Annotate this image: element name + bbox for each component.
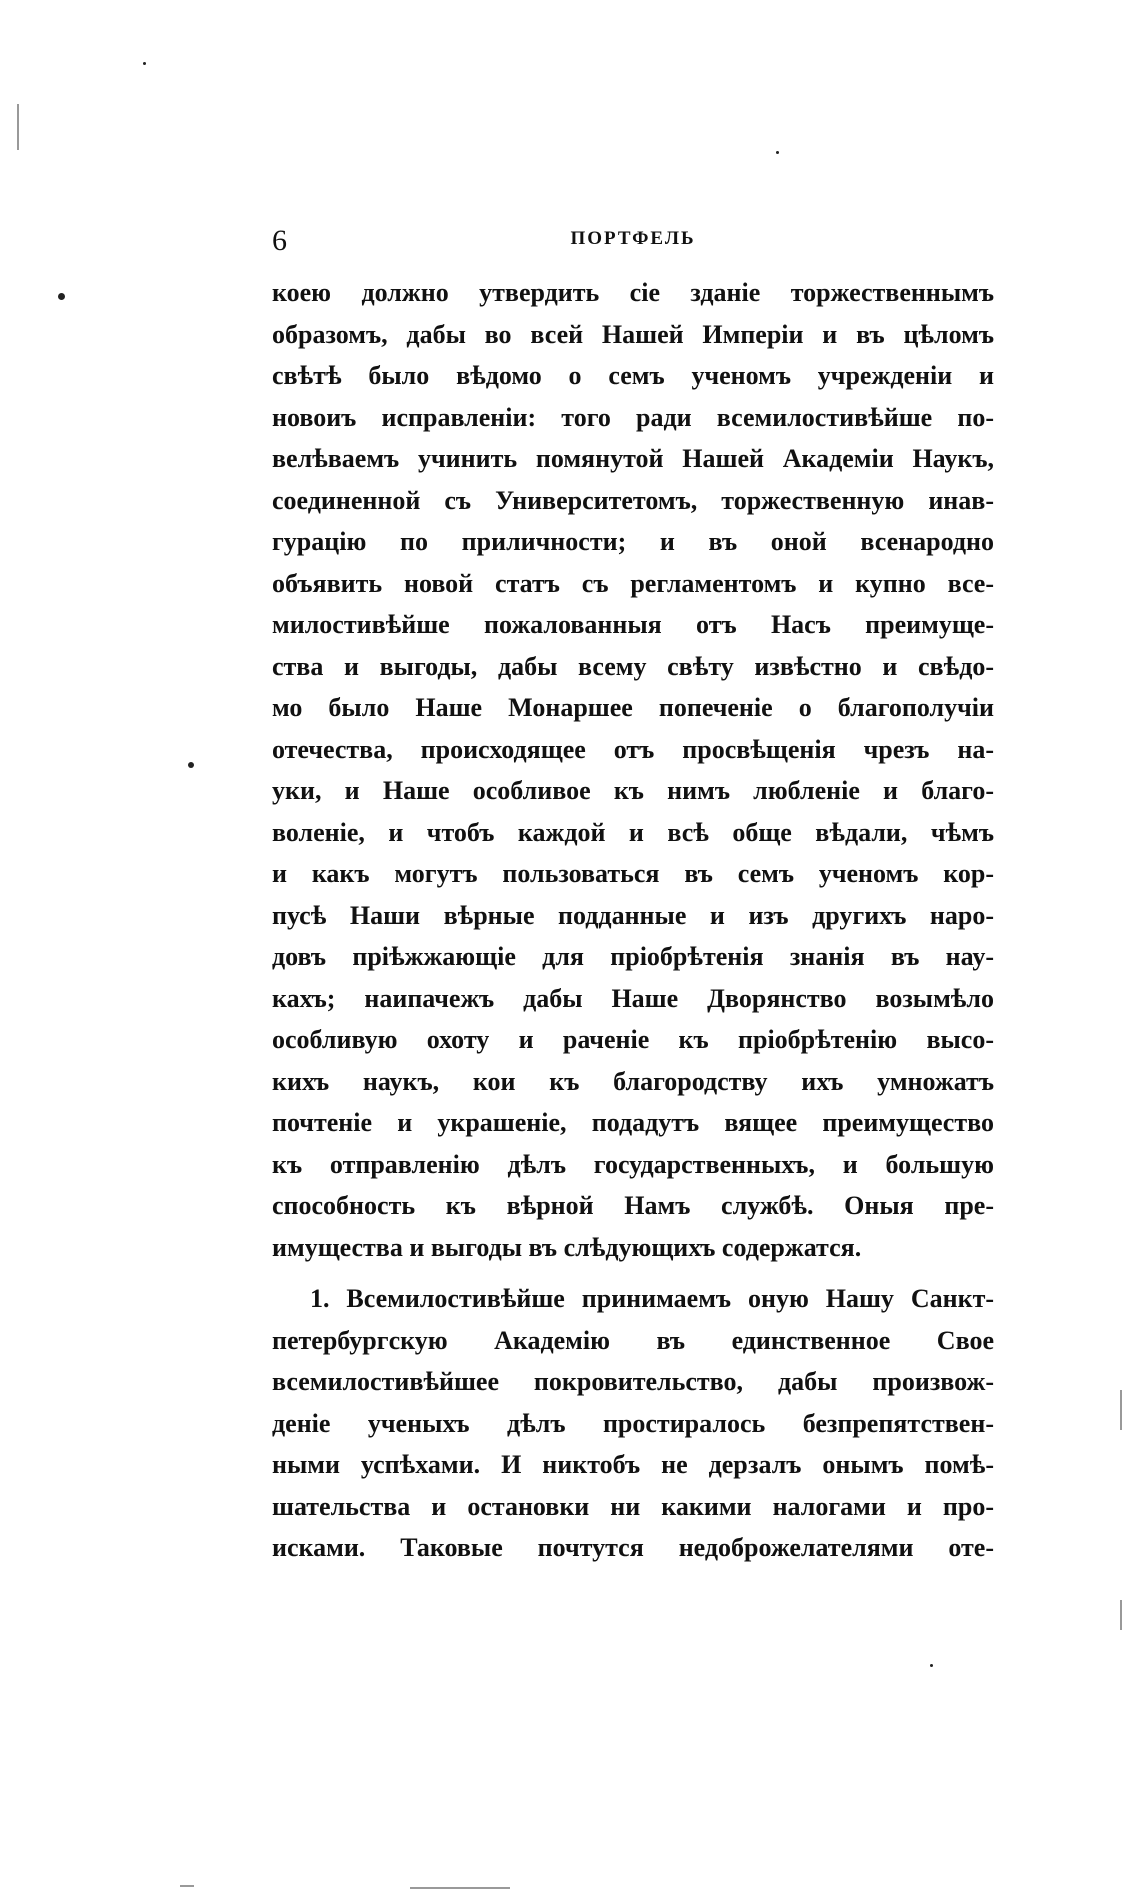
scan-speck bbox=[58, 293, 65, 300]
body-text bbox=[272, 272, 994, 1569]
scan-speck bbox=[930, 1664, 933, 1667]
text-line: особливую охоту и раченіе къ пріобрѣтенію высо- bbox=[272, 1025, 994, 1054]
paragraph-2 bbox=[272, 1278, 994, 1569]
page-number: 6 bbox=[272, 224, 287, 257]
text-line: почтеніе и украшеніе, подадутъ вящее преимущество bbox=[272, 1108, 994, 1137]
text-line: мо было Наше Монаршее попеченіе о благополучіи bbox=[272, 693, 994, 722]
text-line: шательства и остановки ни какими налогами и про- bbox=[272, 1491, 994, 1521]
text-line: исками. Таковые почтутся недоброжелателями оте- bbox=[272, 1533, 994, 1562]
text-line: отечества, происходящее отъ просвѣщенія чрезъ на- bbox=[272, 734, 994, 764]
text-line: свѣтѣ было вѣдомо о семъ ученомъ учрежденіи и bbox=[272, 361, 994, 390]
text-line: имущества и выгоды въ слѣдующихъ содержатся. bbox=[272, 1232, 862, 1262]
text-line: велѣваемъ учинить помянутой Нашей Академіи Наукъ, bbox=[272, 444, 994, 473]
text-line: и какъ могутъ пользоваться въ семъ ученомъ кор- bbox=[272, 859, 994, 888]
text-line: ными успѣхами. И никтобъ не дерзалъ онымъ помѣ- bbox=[272, 1450, 994, 1479]
scan-edge-mark bbox=[180, 1885, 194, 1887]
scan-speck bbox=[188, 762, 194, 768]
text-line: къ отправленію дѣлъ государственныхъ, и большую bbox=[272, 1149, 994, 1179]
text-line: объявить новой статъ съ регламентомъ и купно все- bbox=[272, 568, 994, 598]
text-line: всемилостивѣйшее покровительство, дабы произвож- bbox=[272, 1367, 994, 1396]
scan-edge-mark bbox=[17, 104, 19, 150]
text-line: способность къ вѣрной Намъ службѣ. Оныя пре- bbox=[272, 1191, 994, 1220]
scan-speck bbox=[143, 62, 146, 65]
text-line: гурацію по приличности; и въ оной всенародно bbox=[272, 527, 994, 556]
text-line: петербургскую Академію въ единственное Свое bbox=[272, 1325, 994, 1355]
text-line: уки, и Наше особливое къ нимъ любленіе и благо- bbox=[272, 776, 994, 805]
scan-edge-mark bbox=[410, 1887, 510, 1889]
scan-edge-mark bbox=[1120, 1390, 1122, 1430]
text-line: деніе ученыхъ дѣлъ простиралось безпрепятствен- bbox=[272, 1408, 994, 1438]
text-line: довъ пріѣжжающіе для пріобрѣтенія знанія въ нау- bbox=[272, 942, 994, 971]
running-title: ПОРТФЕЛЬ bbox=[570, 228, 696, 249]
text-line: коею должно утвердить сіе зданіе торжественнымъ bbox=[272, 278, 994, 307]
running-head bbox=[272, 224, 994, 260]
text-line: милостивѣйше пожалованныя отъ Насъ преимуще- bbox=[272, 610, 994, 639]
paragraph-gap bbox=[272, 1268, 994, 1278]
text-line: кихъ наукъ, кои къ благородству ихъ умножатъ bbox=[272, 1066, 994, 1096]
text-line: образомъ, дабы во всей Нашей Имперіи и въ цѣломъ bbox=[272, 319, 994, 349]
text-line: пусѣ Наши вѣрные подданные и изъ другихъ наро- bbox=[272, 900, 994, 930]
text-line: новоиъ исправленіи: того ради всемилостивѣйше по- bbox=[272, 402, 994, 432]
text-line: воленіе, и чтобъ каждой и всѣ обще вѣдали, чѣмъ bbox=[272, 817, 994, 847]
text-line: 1. Всемилостивѣйше принимаемъ оную Нашу Санкт- bbox=[310, 1284, 994, 1313]
scan-speck bbox=[776, 151, 779, 154]
scan-edge-mark bbox=[1120, 1600, 1122, 1630]
text-line: кахъ; наипачежъ дабы Наше Дворянство возымѣло bbox=[272, 983, 994, 1013]
paragraph-1 bbox=[272, 272, 994, 1268]
text-line: ства и выгоды, дабы всему свѣту извѣстно и свѣдо- bbox=[272, 651, 994, 681]
text-line: соединенной съ Университетомъ, торжественную инав- bbox=[272, 485, 994, 515]
